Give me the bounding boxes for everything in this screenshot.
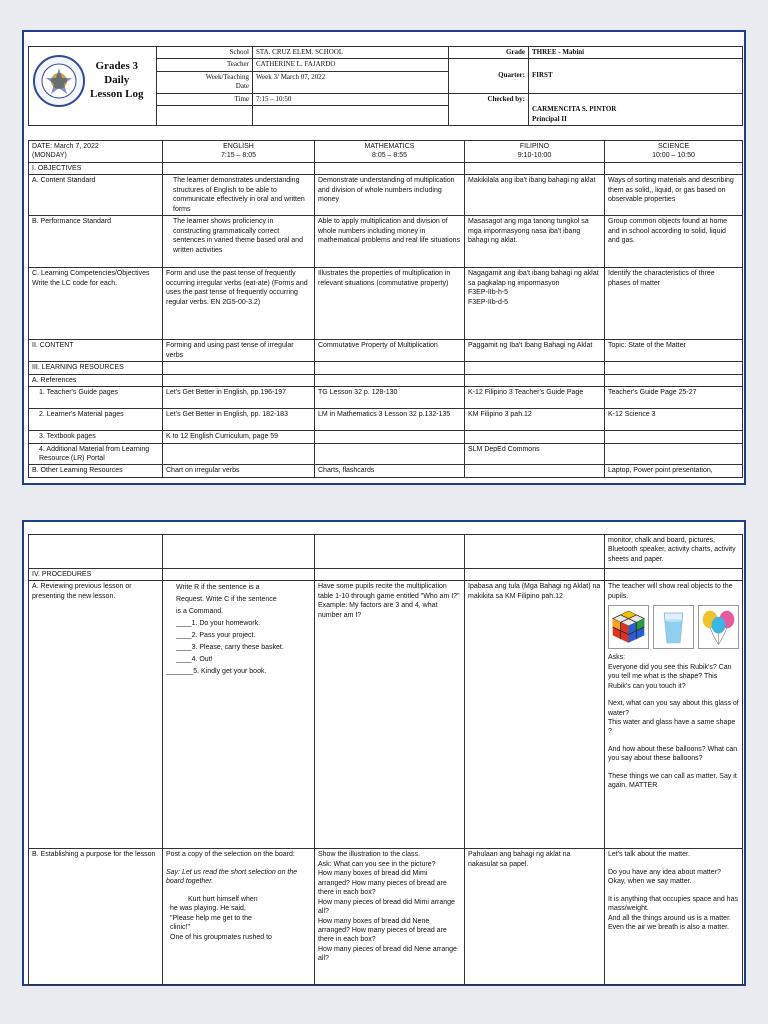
purpose-math (315, 849, 465, 985)
performance-standard-english: The learner shows proficiency in constructing grammatically correct sentences in varied theme based oral and written activities (163, 216, 315, 268)
review-science-line: This water and glass have a same shape ? (608, 718, 736, 736)
teacher-value: CATHERINE L. FAJARDO (253, 59, 449, 71)
objectives-table (28, 140, 743, 478)
purpose-science-line: And all the things around us is a matter. Even the air we breath is also a matter. (608, 914, 731, 932)
math-time: 8:05 – 8:55 (371, 152, 408, 160)
review-science-line: These things we can call as matter. Say it again. MATTER (608, 772, 737, 790)
quarter-label: Quarter: (449, 59, 529, 93)
filipino-time: 9:10-10:00 (517, 152, 552, 160)
col-english (163, 141, 315, 163)
week-label-line: Week/Teaching (205, 72, 249, 81)
title-line-3: Lesson Log (90, 87, 144, 100)
school-label: School (157, 47, 253, 59)
purpose-math-line: How many boxes of bread did Mimi arranged? How many pieces of bread are there in each box? (318, 870, 447, 897)
competencies-filipino-line: Nagagamit ang iba't ibang bahagi ng aklat sa pagkalap ng impormasyon (468, 270, 599, 287)
purpose-math-line: How many boxes of bread did Nene arranged? How many pieces of bread are there in each box? (318, 917, 447, 944)
resources-heading: III. LEARNING RESOURCES (29, 362, 163, 374)
performance-standard-science: Group common objects found at home and in school according to solid, liquid and gas. (605, 216, 743, 268)
content-standard-science: Ways of sorting materials and describing them as solid,, liquid, or gas based on observable properties (605, 175, 743, 216)
tg-english: Let's Get Better in English, pp.196-197 (163, 387, 315, 409)
purpose-label: B. Establishing a purpose for the lesson (29, 849, 163, 985)
content-standard-label: A. Content Standard (29, 175, 163, 216)
content-math: Commutative Property of Multiplication (315, 340, 465, 362)
competencies-filipino (465, 268, 605, 340)
review-english-line: Request. Write C if the sentence (176, 596, 277, 604)
review-label: A. Reviewing previous lesson or presenting the new lesson. (29, 581, 163, 849)
review-english-line: Write R if the sentence is a (176, 584, 260, 592)
tg-science: Teacher's Guide Page 25-27 (605, 387, 743, 409)
additional-label: 4. Additional Material from Learning Resource (LR) Portal (29, 443, 163, 465)
date-cell (29, 141, 163, 163)
title-line-2: Daily (104, 74, 130, 87)
objectives-heading: I. OBJECTIVES (29, 163, 163, 175)
purpose-english-line: "Please help me get to the (170, 914, 252, 922)
purpose-english-line: One of his groupmates rushed to (170, 933, 272, 941)
english-header: ENGLISH (223, 143, 254, 150)
purpose-math-line: How many pieces of bread did Nene arrange all? (318, 945, 457, 963)
review-science-intro: The teacher will show real objects to the pupils. (608, 583, 733, 600)
review-english (163, 581, 315, 849)
competencies-filipino-code: F3EP-IIb-d-5 (468, 298, 509, 306)
purpose-science-line: Let's talk about the matter. (608, 851, 690, 859)
other-math: Charts, flashcards (315, 465, 465, 477)
competencies-english: Form and use the past tense of frequently occurring irregular verbs (eat-ate) (Forms and uses the past tense of frequently occurring regular verbs. EN 2G5-00-3.2) (163, 268, 315, 340)
science-pictures (608, 605, 739, 649)
review-science-line: Asks: (608, 654, 626, 662)
other-resources-label: B. Other Learning Resources (29, 465, 163, 477)
content-heading: II. CONTENT (29, 340, 163, 362)
lm-science: K-12 Science 3 (605, 409, 743, 431)
lm-filipino: KM Filipino 3 pah.12 (465, 409, 605, 431)
content-english: Forming and using past tense of irregular verbs (163, 340, 315, 362)
lm-label: 2. Learner's Material pages (29, 409, 163, 431)
quarter-value: FIRST (529, 59, 743, 93)
teacher-label: Teacher (157, 59, 253, 71)
science-time: 10:00 – 10:50 (652, 152, 695, 160)
review-filipino: Ipabasa ang tula (Mga Bahagi ng Aklat) na makikita sa KM Filipino pah.12 (465, 581, 605, 849)
other-science: Laptop, Power point presentation, (605, 465, 743, 477)
day-label: (MONDAY) (32, 152, 67, 160)
time-label: Time (157, 93, 253, 105)
school-value: STA. CRUZ ELEM. SCHOOL (253, 47, 449, 59)
review-math: Have some pupils recite the multiplication table 1-10 through game entitled "Who am I?" Example: My factors are 3 and 4, what number am I? (315, 581, 465, 849)
week-label (157, 71, 253, 93)
principal-name: CARMENCITA S. PINTOR (532, 105, 617, 114)
purpose-science-line: It is anything that occupies space and has mass/weight. (608, 895, 738, 913)
balloons-icon (698, 605, 739, 649)
content-filipino: Paggamit ng Iba't Ibang Bahagi ng Aklat (465, 340, 605, 362)
date-label: DATE: March 7, 2022 (32, 143, 99, 150)
purpose-english-line: Say: Let us read the short selection on the board together. (166, 868, 298, 886)
science-resources-continued: monitor, chalk and board, pictures, Bluetooth speaker, activity charts, activity sheets and paper. (605, 535, 743, 569)
grade-value: THREE - Mabini (529, 47, 743, 59)
col-math (315, 141, 465, 163)
english-time: 7:15 – 8:05 (220, 152, 257, 160)
review-english-line: _______5. Kindly get your book. (166, 667, 267, 675)
other-english: Chart on irregular verbs (163, 465, 315, 477)
procedures-table (28, 534, 743, 985)
tg-math: TG Lesson 32 p. 128-130 (315, 387, 465, 409)
lesson-log-page-2 (22, 520, 746, 986)
purpose-filipino: Pahulaan ang bahagi ng aklat na nakasulat sa papel. (465, 849, 605, 985)
deped-seal-icon (32, 54, 86, 108)
purpose-science-line: Okay, when we say matter. (608, 878, 692, 886)
time-value: 7:15 – 10:50 (253, 93, 449, 105)
tg-filipino: K-12 Filipino 3 Teacher's Guide Page (465, 387, 605, 409)
performance-standard-math: Able to apply multiplication and division of whole numbers including money in mathematical problems and real life situations (315, 216, 465, 268)
content-standard-math: Demonstrate understanding of multiplication and division of whole numbers including money (315, 175, 465, 216)
purpose-english (163, 849, 315, 985)
review-english-line: ____1. Do your homework. (176, 620, 261, 628)
purpose-math-line: Show the illustration to the class. (318, 851, 420, 859)
additional-filipino: SLM DepEd Commons (465, 443, 605, 465)
rubiks-cube-icon (608, 605, 649, 649)
competencies-filipino-code: F3EP-IIb-h-5 (468, 289, 509, 297)
purpose-english-line: he was playing. He said, (170, 905, 246, 913)
purpose-science-line: Do you have any idea about matter? (608, 868, 721, 876)
purpose-english-line: Post a copy of the selection on the board: (166, 851, 295, 859)
date-label: Date (235, 82, 249, 91)
performance-standard-filipino: Masasagot ang mga tanong tungkol sa mga impormasyong nasa iba't ibang bahagi ng aklat. (465, 216, 605, 268)
textbook-label: 3. Textbook pages (29, 431, 163, 443)
review-science-line: Next, what can you say about this glass of water? (608, 700, 739, 717)
checked-value (529, 93, 743, 125)
col-science (605, 141, 743, 163)
competencies-math: Illustrates the properties of multiplication in relevant situations (commutative property) (315, 268, 465, 340)
references-heading: A. References (29, 374, 163, 386)
competencies-label: C. Learning Competencies/Objectives Write the LC code for each. (29, 268, 163, 340)
review-science (605, 581, 743, 849)
math-header: MATHEMATICS (364, 143, 415, 150)
purpose-science (605, 849, 743, 985)
review-english-line: ____3. Please, carry these basket. (176, 643, 284, 651)
review-english-line: is a Command. (176, 608, 224, 616)
review-science-line: And how about these balloons? What can you say about these balloons? (608, 745, 738, 763)
procedures-heading: IV. PROCEDURES (29, 569, 163, 581)
content-standard-english: The learner demonstrates understanding structures of English to be able to communicate effectively in oral and written forms (163, 175, 315, 216)
header-table (28, 46, 743, 126)
purpose-english-line: clinic!" (170, 924, 190, 932)
principal-title: Principal II (532, 114, 567, 123)
lesson-log-page-1 (22, 30, 746, 485)
week-value: Week 3/ March 07, 2022 (253, 71, 449, 93)
glass-of-water-icon (653, 605, 694, 649)
header-logo-cell (29, 47, 157, 126)
title-line-1: Grades 3 (95, 60, 138, 73)
review-science-line: Everyone did you see this Rubik's? Can you tell me what is the shape? This Rubik's can you touch it? (608, 663, 732, 690)
col-filipino (465, 141, 605, 163)
purpose-math-line: How many pieces of bread did Mimi arrange all? (318, 898, 455, 916)
tg-label: 1. Teacher's Guide pages (29, 387, 163, 409)
purpose-english-line: Kurt hurt himself when (188, 895, 258, 903)
grade-label: Grade (449, 47, 529, 59)
textbook-english: K to 12 English Curriculum, page 59 (163, 431, 315, 443)
competencies-science: Identify the characteristics of three phases of matter (605, 268, 743, 340)
content-science: Topic: State of the Matter (605, 340, 743, 362)
review-english-line: ____2. Pass your project. (176, 632, 256, 639)
filipino-header: FILIPINO (519, 143, 550, 150)
lm-english: Let's Get Better in English, pp. 182-183 (163, 409, 315, 431)
purpose-math-line: Ask: What can you see in the picture? (318, 860, 436, 868)
science-header: SCIENCE (657, 143, 690, 150)
review-english-line: ____4. Out! (176, 655, 213, 663)
performance-standard-label: B. Performance Standard (29, 216, 163, 268)
content-standard-filipino: Makikilala ang iba't ibang bahagi ng aklat (465, 175, 605, 216)
checked-label: Checked by: (449, 93, 529, 125)
lm-math: LM in Mathematics 3 Lesson 32 p.132-135 (315, 409, 465, 431)
